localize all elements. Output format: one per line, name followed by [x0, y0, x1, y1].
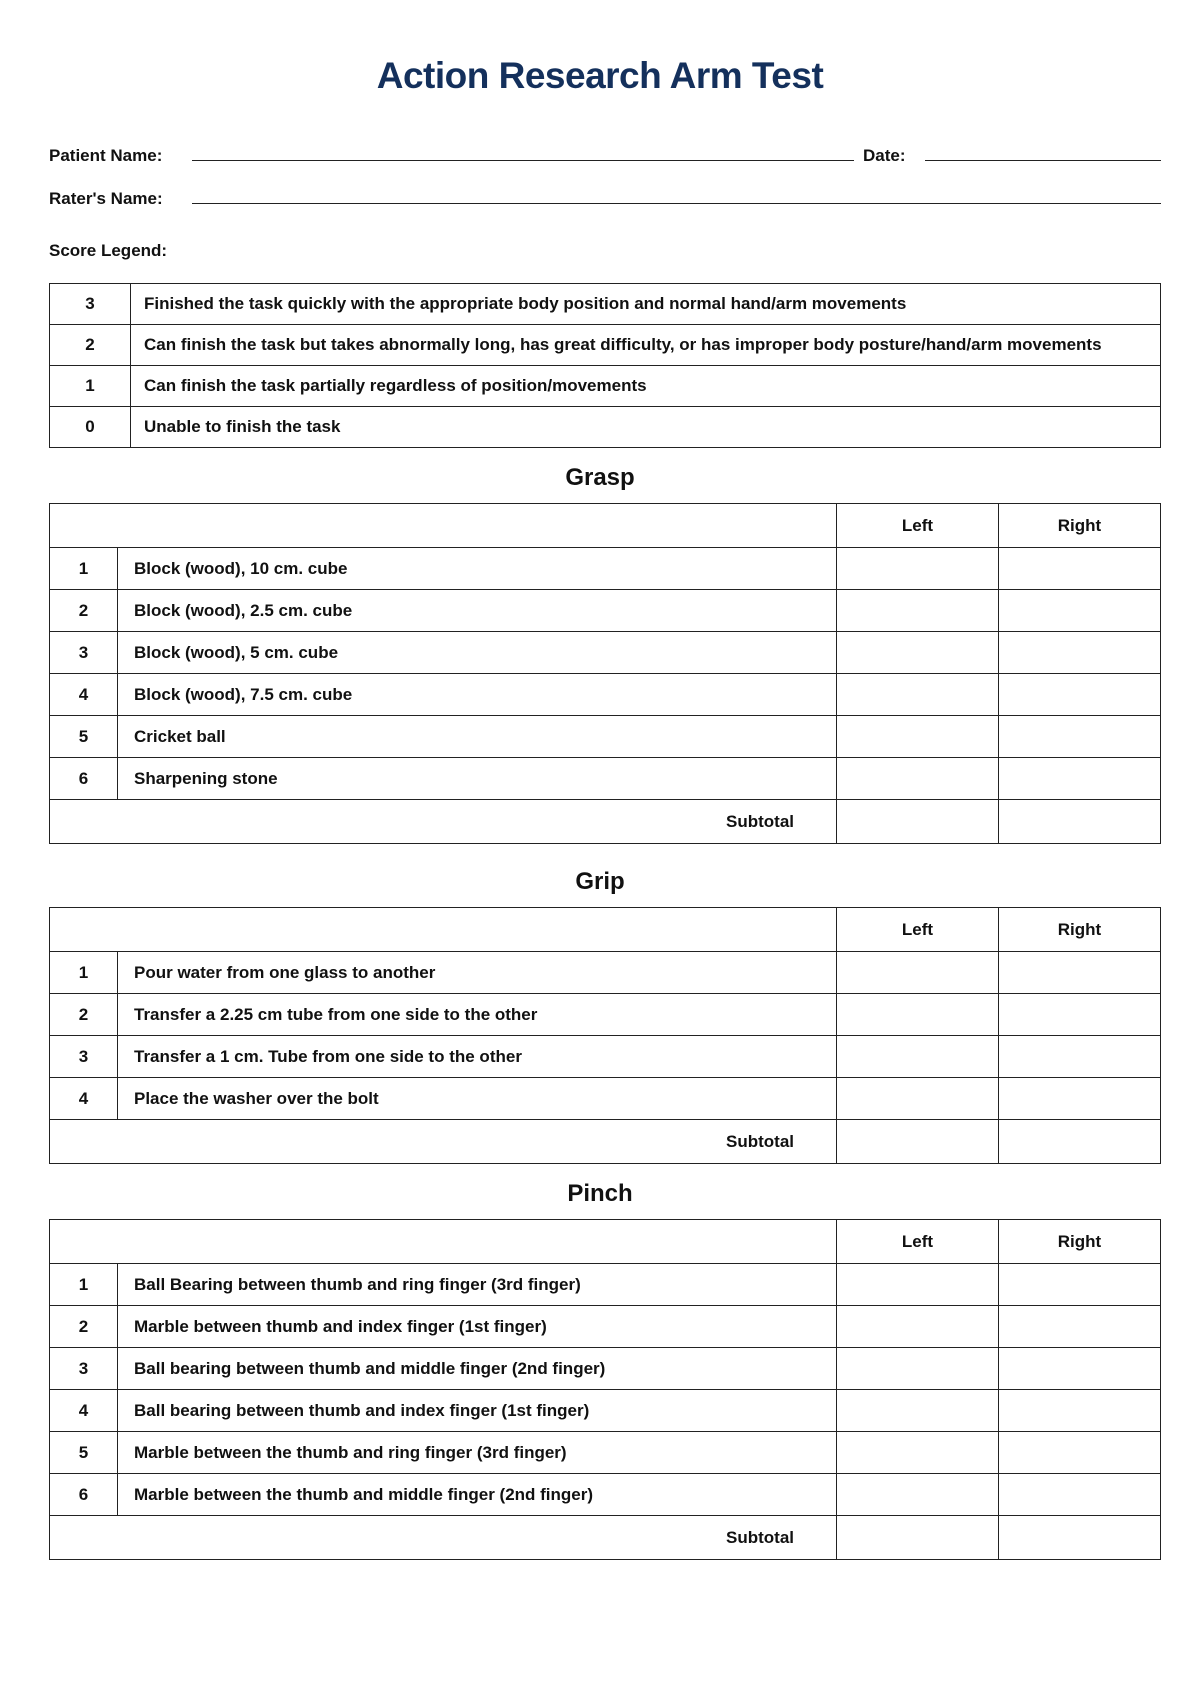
item-number: 4: [50, 1390, 118, 1432]
right-column-header: Right: [999, 908, 1161, 952]
item-number: 2: [50, 994, 118, 1036]
grasp-table: [49, 503, 1161, 844]
table-row: [50, 1078, 1161, 1120]
right-score-cell[interactable]: [999, 952, 1161, 994]
left-score-cell[interactable]: [837, 632, 999, 674]
item-label: Marble between the thumb and middle finger (2nd finger): [118, 1474, 837, 1516]
item-number: 4: [50, 674, 118, 716]
table-row: [50, 674, 1161, 716]
left-column-header: Left: [837, 1220, 999, 1264]
item-number: 1: [50, 952, 118, 994]
left-score-cell[interactable]: [837, 1348, 999, 1390]
table-header-row: [50, 1220, 1161, 1264]
legend-score: 0: [50, 407, 131, 448]
item-label: Cricket ball: [118, 716, 837, 758]
header-blank-cell: [50, 908, 837, 952]
score-legend-table: [49, 283, 1161, 448]
page-title: Action Research Arm Test: [376, 55, 824, 96]
legend-description: Can finish the task but takes abnormally long, has great difficulty, or has improper body posture/hand/arm movements: [131, 325, 1161, 366]
item-label: Ball bearing between thumb and middle finger (2nd finger): [118, 1348, 837, 1390]
header-blank-cell: [50, 1220, 837, 1264]
left-score-cell[interactable]: [837, 1390, 999, 1432]
table-header-row: [50, 504, 1161, 548]
legend-score: 3: [50, 284, 131, 325]
item-number: 6: [50, 1474, 118, 1516]
right-subtotal-cell[interactable]: [999, 1120, 1161, 1164]
table-row: [50, 1432, 1161, 1474]
table-row: [50, 1306, 1161, 1348]
left-subtotal-cell[interactable]: [837, 800, 999, 844]
left-score-cell[interactable]: [837, 1036, 999, 1078]
right-score-cell[interactable]: [999, 674, 1161, 716]
left-score-cell[interactable]: [837, 716, 999, 758]
right-score-cell[interactable]: [999, 1348, 1161, 1390]
item-number: 2: [50, 590, 118, 632]
subtotal-label: Subtotal: [50, 800, 837, 844]
legend-description: Can finish the task partially regardless of position/movements: [131, 366, 1161, 407]
item-label: Transfer a 1 cm. Tube from one side to the other: [118, 1036, 837, 1078]
right-score-cell[interactable]: [999, 1432, 1161, 1474]
legend-score: 2: [50, 325, 131, 366]
subtotal-label: Subtotal: [50, 1120, 837, 1164]
right-score-cell[interactable]: [999, 1264, 1161, 1306]
right-column-header: Right: [999, 1220, 1161, 1264]
left-score-cell[interactable]: [837, 952, 999, 994]
item-label: Transfer a 2.25 cm tube from one side to the other: [118, 994, 837, 1036]
left-score-cell[interactable]: [837, 590, 999, 632]
table-row: [50, 1390, 1161, 1432]
score-legend-label: Score Legend:: [49, 241, 168, 260]
table-row: [50, 1348, 1161, 1390]
item-label: Pour water from one glass to another: [118, 952, 837, 994]
date-field[interactable]: [925, 160, 1161, 161]
left-subtotal-cell[interactable]: [837, 1120, 999, 1164]
left-score-cell[interactable]: [837, 1306, 999, 1348]
item-label: Block (wood), 5 cm. cube: [118, 632, 837, 674]
subtotal-row: [50, 1516, 1161, 1560]
right-subtotal-cell[interactable]: [999, 1516, 1161, 1560]
table-row: [50, 1264, 1161, 1306]
right-score-cell[interactable]: [999, 1078, 1161, 1120]
date-label: Date:: [863, 146, 906, 165]
item-number: 3: [50, 632, 118, 674]
table-row: [50, 716, 1161, 758]
right-score-cell[interactable]: [999, 758, 1161, 800]
item-number: 3: [50, 1036, 118, 1078]
left-score-cell[interactable]: [837, 1078, 999, 1120]
right-subtotal-cell[interactable]: [999, 800, 1161, 844]
left-column-header: Left: [837, 908, 999, 952]
left-score-cell[interactable]: [837, 1474, 999, 1516]
grasp-section-title: Grasp: [565, 464, 635, 491]
table-row: [50, 548, 1161, 590]
item-number: 6: [50, 758, 118, 800]
subtotal-label: Subtotal: [50, 1516, 837, 1560]
item-label: Block (wood), 2.5 cm. cube: [118, 590, 837, 632]
table-row: [50, 952, 1161, 994]
pinch-table: [49, 1219, 1161, 1560]
subtotal-row: [50, 800, 1161, 844]
rater-name-field[interactable]: [192, 203, 1161, 204]
right-score-cell[interactable]: [999, 590, 1161, 632]
table-row: [50, 632, 1161, 674]
left-score-cell[interactable]: [837, 1264, 999, 1306]
legend-row: [50, 325, 1161, 366]
table-row: [50, 758, 1161, 800]
item-label: Place the washer over the bolt: [118, 1078, 837, 1120]
table-row: [50, 1036, 1161, 1078]
table-row: [50, 590, 1161, 632]
right-score-cell[interactable]: [999, 1474, 1161, 1516]
right-column-header: Right: [999, 504, 1161, 548]
item-label: Marble between the thumb and ring finger (3rd finger): [118, 1432, 837, 1474]
table-row: [50, 994, 1161, 1036]
right-score-cell[interactable]: [999, 548, 1161, 590]
item-number: 5: [50, 716, 118, 758]
right-score-cell[interactable]: [999, 632, 1161, 674]
table-header-row: [50, 908, 1161, 952]
item-number: 2: [50, 1306, 118, 1348]
legend-row: [50, 407, 1161, 448]
item-label: Block (wood), 10 cm. cube: [118, 548, 837, 590]
left-subtotal-cell[interactable]: [837, 1516, 999, 1560]
header-blank-cell: [50, 504, 837, 548]
legend-row: [50, 366, 1161, 407]
item-number: 3: [50, 1348, 118, 1390]
left-column-header: Left: [837, 504, 999, 548]
item-number: 1: [50, 1264, 118, 1306]
item-label: Marble between thumb and index finger (1st finger): [118, 1306, 837, 1348]
right-score-cell[interactable]: [999, 994, 1161, 1036]
left-score-cell[interactable]: [837, 1432, 999, 1474]
item-label: Block (wood), 7.5 cm. cube: [118, 674, 837, 716]
legend-row: [50, 284, 1161, 325]
left-score-cell[interactable]: [837, 674, 999, 716]
right-score-cell[interactable]: [999, 716, 1161, 758]
item-number: 1: [50, 548, 118, 590]
legend-score: 1: [50, 366, 131, 407]
item-number: 5: [50, 1432, 118, 1474]
item-label: Ball Bearing between thumb and ring finger (3rd finger): [118, 1264, 837, 1306]
left-score-cell[interactable]: [837, 994, 999, 1036]
item-label: Ball bearing between thumb and index finger (1st finger): [118, 1390, 837, 1432]
right-score-cell[interactable]: [999, 1306, 1161, 1348]
pinch-section-title: Pinch: [567, 1180, 633, 1207]
legend-description: Finished the task quickly with the appropriate body position and normal hand/arm movements: [131, 284, 1161, 325]
right-score-cell[interactable]: [999, 1390, 1161, 1432]
grip-table: [49, 907, 1161, 1164]
patient-name-label: Patient Name:: [49, 146, 163, 165]
patient-name-field[interactable]: [192, 160, 854, 161]
left-score-cell[interactable]: [837, 548, 999, 590]
legend-description: Unable to finish the task: [131, 407, 1161, 448]
right-score-cell[interactable]: [999, 1036, 1161, 1078]
item-label: Sharpening stone: [118, 758, 837, 800]
left-score-cell[interactable]: [837, 758, 999, 800]
subtotal-row: [50, 1120, 1161, 1164]
item-number: 4: [50, 1078, 118, 1120]
rater-name-label: Rater's Name:: [49, 189, 163, 208]
table-row: [50, 1474, 1161, 1516]
grip-section-title: Grip: [575, 868, 625, 895]
